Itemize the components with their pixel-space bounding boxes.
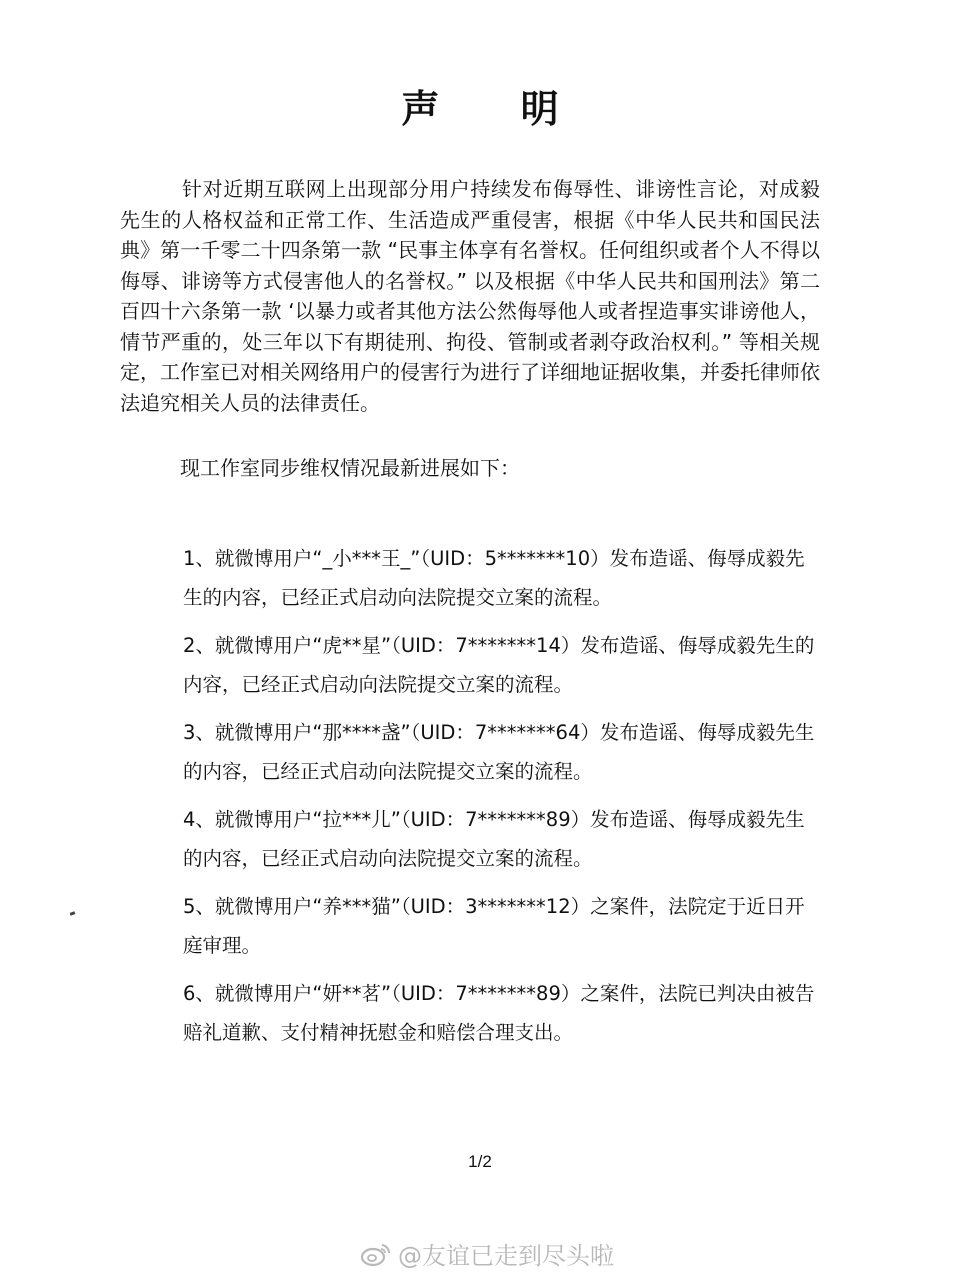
watermark-text: @友谊已走到尽头啦 bbox=[398, 1242, 614, 1270]
progress-heading: 现工作室同步维权情况最新进展如下： bbox=[180, 456, 520, 480]
weibo-logo-icon bbox=[360, 1241, 392, 1267]
list-item: 2、就微博用户“虎**星”（UID：7*******14）发布造谣、侮辱成毅先生的内容，已经正式启动向法院提交立案的流程。 bbox=[183, 634, 815, 696]
list-item: 5、就微博用户“养***猫”（UID：3*******12）之案件，法院定于近日开庭审理。 bbox=[183, 895, 805, 957]
intro-paragraph: 针对近期互联网上出现部分用户持续发布侮辱性、诽谤性言论，对成毅先生的人格权益和正常工作、生活造成严重侵害，根据《中华人民共和国民法典》第一千零二十四条第一款 “民事主体享有名誉权。任何组织或者个人不得以侮辱、诽谤等方式侵害他人的名誉权。” 以及根据《中华人民共和国刑法》第二百四十六条第一款 ‘以暴力或者其他方法公然侮辱他人或者捏造事实诽谤他人，情节严重的，处三年以下有期徒刑、拘役、管制或者剥夺政治权利。” 等相关规定，工作室已对相关网络用户的侵害行为进行了详细地证据收集，并委托律师依法追究相关人员的法律责任。 bbox=[120, 177, 820, 415]
list-item: 1、就微博用户“_小***王_”（UID：5*******10）发布造谣、侮辱成毅先生的内容，已经正式启动向法院提交立案的流程。 bbox=[183, 547, 805, 609]
weibo-watermark bbox=[360, 1236, 614, 1271]
page-number: 1/2 bbox=[468, 1152, 492, 1171]
scan-mark bbox=[70, 911, 76, 916]
list-item: 6、就微博用户“妍**茗”（UID：7*******89）之案件，法院已判决由被告赔礼道歉、支付精神抚慰金和赔偿合理支出。 bbox=[183, 982, 815, 1044]
document-title: 声 明 bbox=[401, 87, 593, 131]
list-item: 3、就微博用户“那****盏”（UID：7*******64）发布造谣、侮辱成毅先生的内容，已经正式启动向法院提交立案的流程。 bbox=[183, 721, 815, 783]
list-item: 4、就微博用户“拉***儿”（UID：7*******89）发布造谣、侮辱成毅先生的内容，已经正式启动向法院提交立案的流程。 bbox=[183, 808, 805, 870]
